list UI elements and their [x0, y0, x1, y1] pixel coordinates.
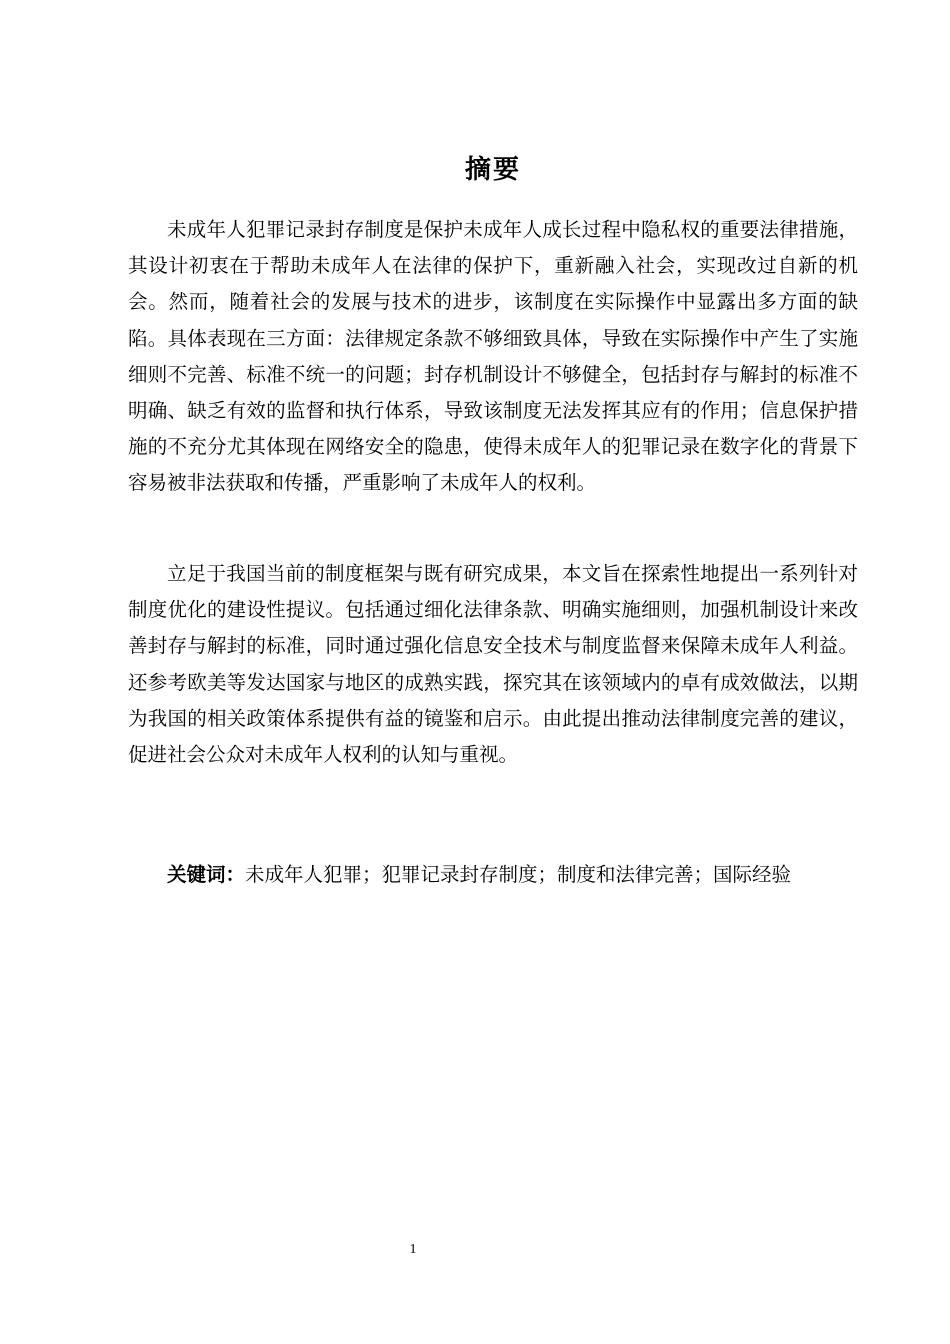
page-title: 摘要	[464, 155, 521, 185]
keywords-label: 关键词：	[167, 863, 246, 886]
abstract-paragraph-2: 立足于我国当前的制度框架与既有研究成果，本文旨在探索性地提出一系列针对制度优化的建设性提议。包括通过细化法律条款、明确实施细则，加强机制设计来改善封存与解封的标准，同时通过强化信息安全技术与制度监督来保障未成年人利益。还参考欧美等发达国家与地区的成熟实践，探究其在该领域内的卓有成效做法，以期为我国的相关政策体系提供有益的镜鉴和启示。由此提出推动法律制度完善的建议，促进社会公众对未成年人权利的认知与重视。	[128, 562, 858, 767]
page-number: 1	[409, 1242, 417, 1257]
keywords-text: 未成年人犯罪；犯罪记录封存制度；制度和法律完善；国际经验	[245, 863, 792, 886]
keywords-line	[128, 857, 858, 893]
abstract-paragraph-1: 未成年人犯罪记录封存制度是保护未成年人成长过程中隐私权的重要法律措施，其设计初衷在于帮助未成年人在法律的保护下，重新融入社会，实现改过自新的机会。然而，随着社会的发展与技术的进步，该制度在实际操作中显露出多方面的缺陷。具体表现在三方面：法律规定条款不够细致具体，导致在实际操作中产生了实施细则不完善、标准不统一的问题；封存机制设计不够健全，包括封存与解封的标准不明确、缺乏有效的监督和执行体系，导致该制度无法发挥其应有的作用；信息保护措施的不充分尤其体现在网络安全的隐患，使得未成年人的犯罪记录在数字化的背景下容易被非法获取和传播，严重影响了未成年人的权利。	[128, 218, 858, 495]
